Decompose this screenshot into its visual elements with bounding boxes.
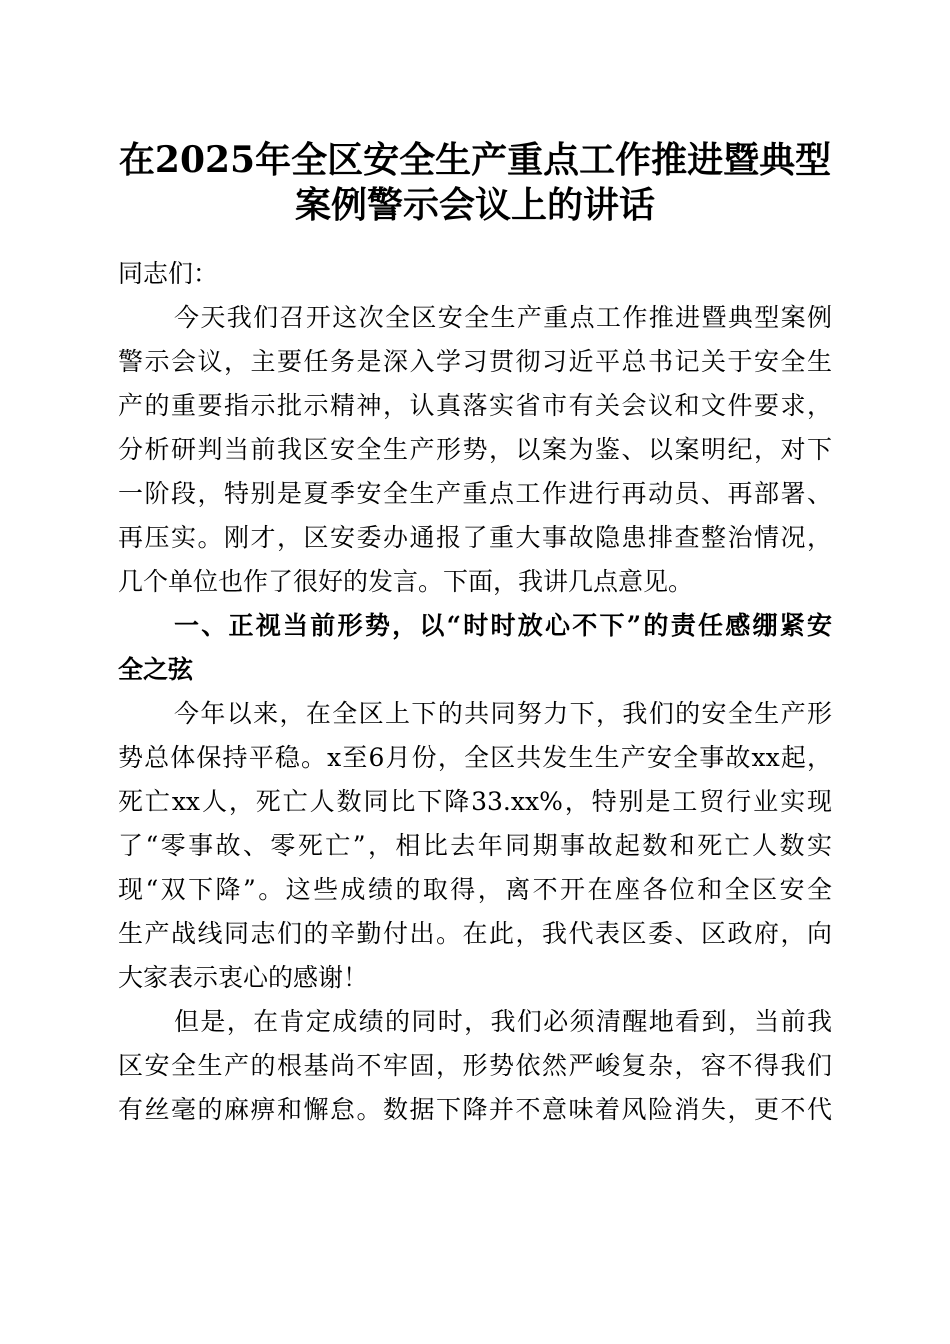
text-line: 有丝毫的麻痹和懈怠。数据下降并不意味着风险消失，更不代 (118, 1095, 832, 1124)
text-line: 死亡xx人，死亡人数同比下降33.xx%，特别是工贸行业实现 (118, 787, 832, 816)
text-line: 今年以来，在全区上下的共同努力下，我们的安全生产形 (174, 699, 832, 728)
paragraph (118, 1000, 832, 1132)
document-title-line-1: 在2025年全区安全生产重点工作推进暨典型 (118, 139, 832, 181)
text-line: 一、正视当前形势，以“时时放心不下”的责任感绷紧安 (174, 611, 832, 640)
text-line: 今天我们召开这次全区安全生产重点工作推进暨典型案例 (174, 303, 832, 332)
text-line: 势总体保持平稳。x至6月份，全区共发生生产安全事故xx起， (118, 743, 832, 772)
salutation: 同志们： (118, 259, 219, 288)
text-line: 生产战线同志们的辛勤付出。在此，我代表区委、区政府，向 (118, 919, 832, 948)
paragraph (118, 296, 832, 604)
text-line: 区安全生产的根基尚不牢固，形势依然严峻复杂，容不得我们 (118, 1051, 832, 1080)
text-line: 再压实。刚才，区安委办通报了重大事故隐患排查整治情况， (118, 523, 832, 552)
text-line: 全之弦 (118, 655, 194, 684)
text-line: 产的重要指示批示精神，认真落实省市有关会议和文件要求， (118, 391, 832, 420)
text-line: 一阶段，特别是夏季安全生产重点工作进行再动员、再部署、 (118, 479, 832, 508)
document-body (118, 252, 832, 1132)
section-heading (118, 604, 832, 692)
text-line: 但是，在肯定成绩的同时，我们必须清醒地看到，当前我 (174, 1007, 832, 1036)
text-line: 现“双下降”。这些成绩的取得，离不开在座各位和全区安全 (118, 875, 832, 904)
text-line: 警示会议，主要任务是深入学习贯彻习近平总书记关于安全生 (118, 347, 832, 376)
text-line: 了“零事故、零死亡”，相比去年同期事故起数和死亡人数实 (118, 831, 832, 860)
text-line: 大家表示衷心的感谢！ (118, 963, 369, 992)
text-line: 几个单位也作了很好的发言。下面，我讲几点意见。 (118, 567, 694, 596)
document-title-line-2: 案例警示会议上的讲话 (294, 184, 655, 226)
text-line: 分析研判当前我区安全生产形势，以案为鉴、以案明纪，对下 (118, 435, 832, 464)
paragraph (118, 692, 832, 1000)
